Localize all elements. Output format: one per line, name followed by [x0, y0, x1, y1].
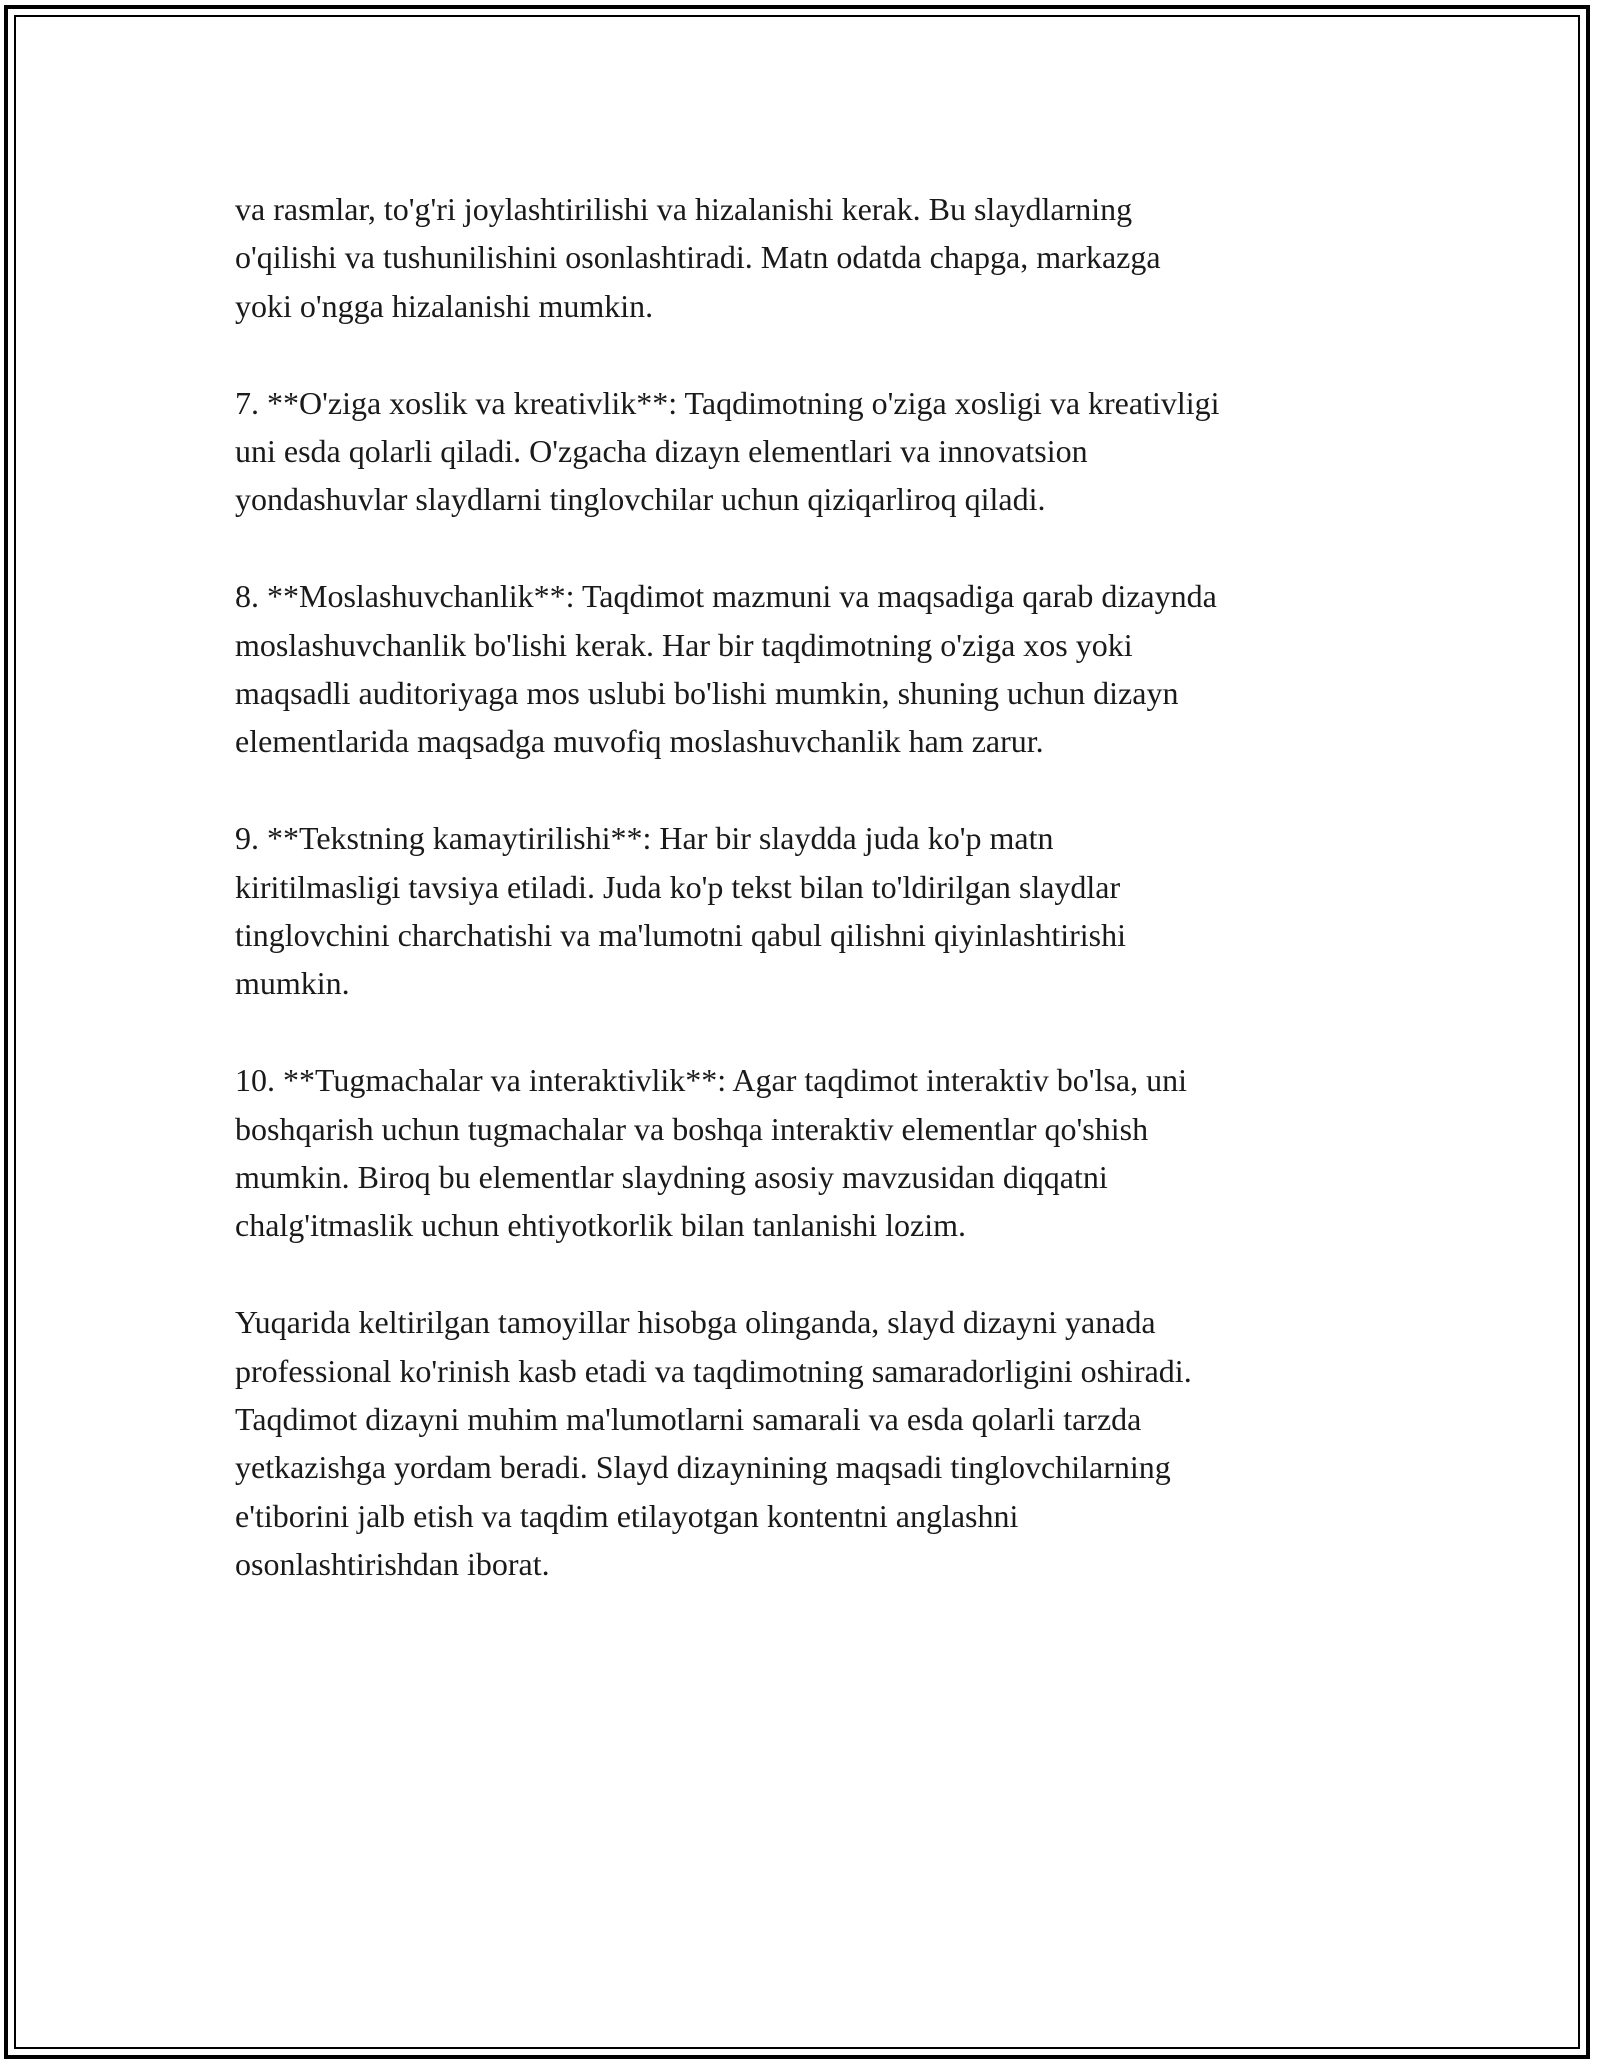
text-line: yoki o'ngga hizalanishi mumkin. — [235, 287, 654, 324]
text-line: va rasmlar, to'g'ri joylashtirilishi va hizalanishi kerak. Bu slaydlarning — [235, 191, 1133, 227]
text-line: professional ko'rinish kasb etadi va taqdimotning samaradorligini oshiradi. — [235, 1352, 1192, 1389]
text-line: moslashuvchanlik bo'lishi kerak. Har bir taqdimotning o'ziga xos yoki — [235, 626, 1133, 663]
paragraph-conclusion — [235, 1298, 1375, 1588]
text-line: elementlarida maqsadga muvofiq moslashuvchanlik ham zarur. — [235, 723, 1044, 760]
document-body — [235, 185, 1375, 1637]
text-line: maqsadli auditoriyaga mos uslubi bo'lishi mumkin, shuning uchun dizayn — [235, 675, 1179, 712]
text-line: kiritilmasligi tavsiya etiladi. Juda ko'p tekst bilan to'ldirilgan slaydlar — [235, 868, 1121, 905]
text-line: mumkin. — [235, 965, 350, 1002]
text-line: Taqdimot dizayni muhim ma'lumotlarni samarali va esda qolarli tarzda — [235, 1401, 1142, 1438]
paragraph-item-9 — [235, 814, 1375, 1008]
paragraph-continuation — [235, 185, 1375, 330]
text-line: yondashuvlar slaydlarni tinglovchilar uchun qiziqarliroq qiladi. — [235, 481, 1046, 518]
paragraph-item-10 — [235, 1056, 1375, 1250]
text-line: mumkin. Biroq bu elementlar slaydning asosiy mavzusidan diqqatni — [235, 1159, 1108, 1196]
paragraph-item-8 — [235, 572, 1375, 766]
text-line: uni esda qolarli qiladi. O'zgacha dizayn elementlari va innovatsion — [235, 433, 1088, 470]
text-line: Yuqarida keltirilgan tamoyillar hisobga olinganda, slayd dizayni yanada — [235, 1304, 1156, 1341]
text-line: 10. **Tugmachalar va interaktivlik**: Agar taqdimot interaktiv bo'lsa, uni — [235, 1062, 1187, 1099]
text-line: chalg'itmaslik uchun ehtiyotkorlik bilan tanlanishi lozim. — [235, 1207, 966, 1244]
text-line: e'tiborini jalb etish va taqdim etilayotgan kontentni anglashni — [235, 1497, 1019, 1534]
paragraph-item-7 — [235, 379, 1375, 524]
text-line: 8. **Moslashuvchanlik**: Taqdimot mazmuni va maqsadiga qarab dizaynda — [235, 578, 1217, 615]
text-line: o'qilishi va tushunilishini osonlashtiradi. Matn odatda chapga, markazga — [235, 239, 1161, 276]
text-line: tinglovchini charchatishi va ma'lumotni qabul qilishni qiyinlashtirishi — [235, 917, 1126, 954]
text-line: 7. **O'ziga xoslik va kreativlik**: Taqdimotning o'ziga xosligi va kreativligi — [235, 384, 1220, 421]
text-line: 9. **Tekstning kamaytirilishi**: Har bir slaydda juda ko'p matn — [235, 820, 1054, 857]
text-line: boshqarish uchun tugmachalar va boshqa interaktiv elementlar qo'shish — [235, 1110, 1149, 1147]
text-line: yetkazishga yordam beradi. Slayd dizaynining maqsadi tinglovchilarning — [235, 1449, 1171, 1486]
text-line: osonlashtirishdan iborat. — [235, 1546, 550, 1583]
